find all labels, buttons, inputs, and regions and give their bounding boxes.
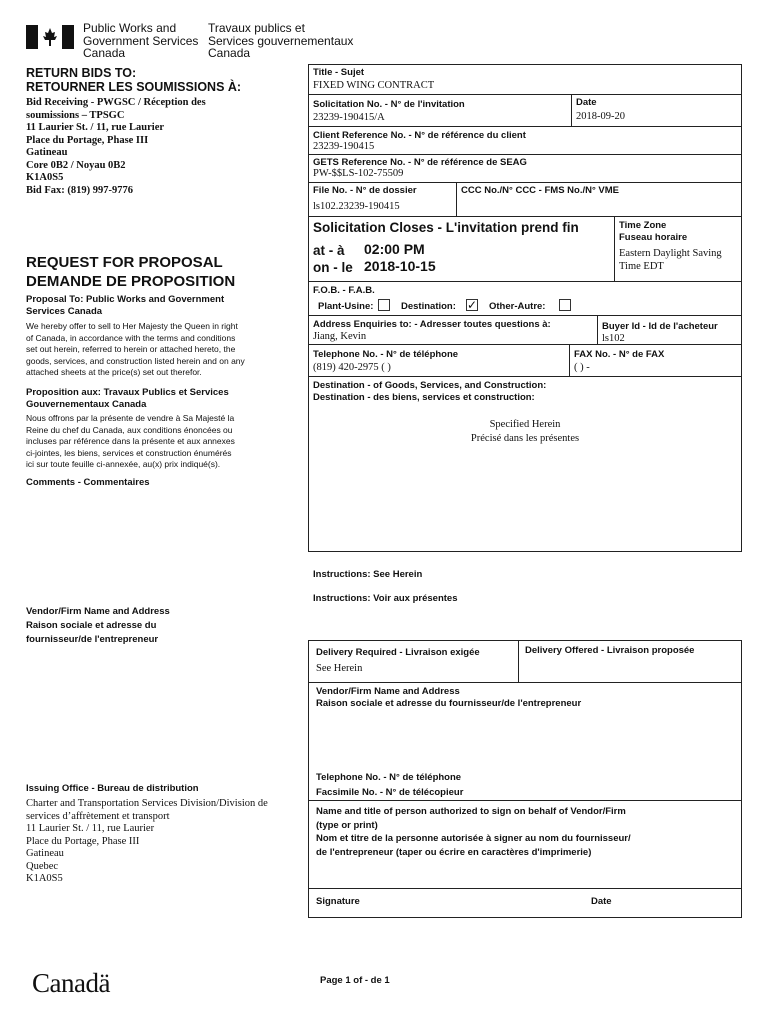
date-value: 2018-09-20 — [576, 111, 625, 122]
title-value: FIXED WING CONTRACT — [313, 80, 435, 91]
gets-reference-label: GETS Reference No. - N° de référence de SEAG — [313, 157, 527, 168]
department-name-fr: Travaux publics et Services gouvernementaux Canada — [208, 21, 354, 60]
telephone-value: (819) 420-2975 ( ) — [313, 362, 391, 373]
delivery-offered-label: Delivery Offered - Livraison proposée — [525, 645, 695, 656]
bid-receiving-address: Bid Receiving - PWGSC / Réception des soumissions – TPSGC 11 Laurier St. / 11, rue Laurier Place du Portage, Phase III Gatineau Core 0B2 / Noyau 0B2 K1A0S5 Bid Fax: (819) 997-9776 — [26, 97, 206, 196]
proposal-to-en: Proposal To: Public Works and Government Services Canada — [26, 294, 225, 317]
rfp-title: REQUEST FOR PROPOSAL DEMANDE DE PROPOSITION — [26, 254, 236, 290]
vendor-name-address-field[interactable] — [310, 712, 740, 768]
solicitation-number-value: 23239-190415/A — [313, 112, 385, 123]
issuing-office-label: Issuing Office - Bureau de distribution — [26, 783, 199, 794]
client-reference-label: Client Reference No. - N° de référence du client — [313, 130, 526, 141]
plant-label: Plant-Usine: — [318, 301, 374, 312]
closing-date-value: 2018-10-15 — [364, 258, 436, 274]
file-number-label: File No. - N° de dossier — [313, 185, 417, 196]
proposal-to-fr: Proposition aux: Travaux Publics et Services Gouvernementaux Canada — [26, 387, 229, 410]
authorized-signer-field[interactable] — [310, 862, 740, 886]
proposal-body-en: We hereby offer to sell to Her Majesty the Queen in right of Canada, in accordance with the terms and conditions set out herein, referred to herein or attached hereto, the goods, services, and construction listed herein and on any attached sheets at the price(s) set out therefor. — [26, 321, 245, 377]
department-name-en: Public Works and Government Services Canada — [83, 21, 199, 60]
fob-label: F.O.B. - F.A.B. — [313, 285, 375, 296]
other-checkbox[interactable] — [559, 299, 571, 311]
buyer-id-value: ls102 — [602, 333, 625, 344]
signature-date-label: Date — [591, 896, 612, 907]
file-number-value: ls102.23239-190415 — [313, 201, 400, 212]
destination-label: Destination: — [401, 301, 456, 312]
comments-label: Comments - Commentaires — [26, 477, 150, 488]
issuing-office-address: Charter and Transportation Services Division/Division de services d’affrètement et transport 11 Laurier St. / 11, rue Laurier Place du Portage, Phase III Gatineau Quebec K1A0S5 — [26, 798, 268, 884]
date-label: Date — [576, 97, 597, 108]
page-number: Page 1 of - de 1 — [320, 975, 390, 986]
delivery-offered-field[interactable] — [520, 658, 740, 680]
destination-goods-label: Destination - of Goods, Services, and Construction: Destination - des biens, services et construction: — [313, 380, 547, 403]
vendor-name-address-label: Vendor/Firm Name and Address Raison sociale et adresse du fournisseur/de l'entrepreneur — [316, 686, 582, 709]
fax-label: FAX No. - N° de FAX — [574, 349, 665, 360]
fax-value: ( ) - — [574, 362, 590, 373]
instructions-en: Instructions: See Herein — [313, 569, 423, 580]
closing-time-value: 02:00 PM — [364, 241, 425, 257]
time-zone-label: Time Zone — [619, 220, 667, 231]
ccc-number-label: CCC No./N° CCC - FMS No./N° VME — [461, 185, 620, 196]
proposal-body-fr: Nous offrons par la présente de vendre à Sa Majesté la Reine du chef du Canada, aux conditions énoncées ou incluses par référence dans la présente et aux annexes ci-jointes, les biens, services et construction énumérés ici sur toute feuille ci-annexée, au(x) prix indiqué(s). — [26, 413, 235, 469]
fuseau-horaire-label: Fuseau horaire — [619, 232, 688, 243]
destination-goods-value: Specified Herein Précisé dans les présentes — [470, 419, 580, 444]
delivery-required-label: Delivery Required - Livraison exigée — [316, 647, 480, 658]
canada-wordmark: Canadä — [32, 968, 110, 998]
closing-at-label: at - à — [313, 243, 345, 258]
closing-on-label: on - le — [313, 260, 353, 275]
vendor-facsimile-label: Facsimile No. - N° de télécopieur — [316, 787, 464, 798]
destination-checkbox[interactable]: ✓ — [467, 298, 478, 312]
solicitation-closes-label: Solicitation Closes - L'invitation prend fin — [313, 220, 579, 235]
address-enquiries-label: Address Enquiries to: - Adresser toutes questions à: — [313, 319, 551, 330]
client-reference-value: 23239-190415 — [313, 141, 375, 152]
buyer-id-label: Buyer Id - Id de l'acheteur — [602, 321, 718, 332]
instructions-fr: Instructions: Voir aux présentes — [313, 593, 458, 604]
title-label: Title - Sujet — [313, 67, 365, 78]
gets-reference-value: PW-$$LS-102-75509 — [313, 168, 404, 179]
telephone-label: Telephone No. - N° de téléphone — [313, 349, 459, 360]
canada-flag-icon — [26, 25, 74, 49]
address-enquiries-value: Jiang, Kevin — [313, 331, 367, 342]
delivery-required-value: See Herein — [316, 663, 363, 674]
return-bids-heading: RETURN BIDS TO: RETOURNER LES SOUMISSIONS À: — [26, 66, 242, 94]
signature-label: Signature — [316, 896, 360, 907]
authorized-signer-label: Name and title of person authorized to sign on behalf of Vendor/Firm (type or print) Nom et titre de la personne autorisée à signer au nom du fournisseur/ de l'entrepreneur (taper ou écrire en caractères d'imprimerie) — [316, 806, 631, 858]
solicitation-number-label: Solicitation No. - N° de l'invitation — [313, 99, 465, 110]
vendor-telephone-label: Telephone No. - N° de téléphone — [316, 772, 462, 783]
time-zone-value: Eastern Daylight Saving Time EDT — [619, 248, 722, 272]
vendor-firm-label: Vendor/Firm Name and Address Raison sociale et adresse du fournisseur/de l'entrepreneur — [26, 606, 170, 645]
plant-checkbox[interactable] — [378, 299, 390, 311]
other-label: Other-Autre: — [489, 301, 546, 312]
